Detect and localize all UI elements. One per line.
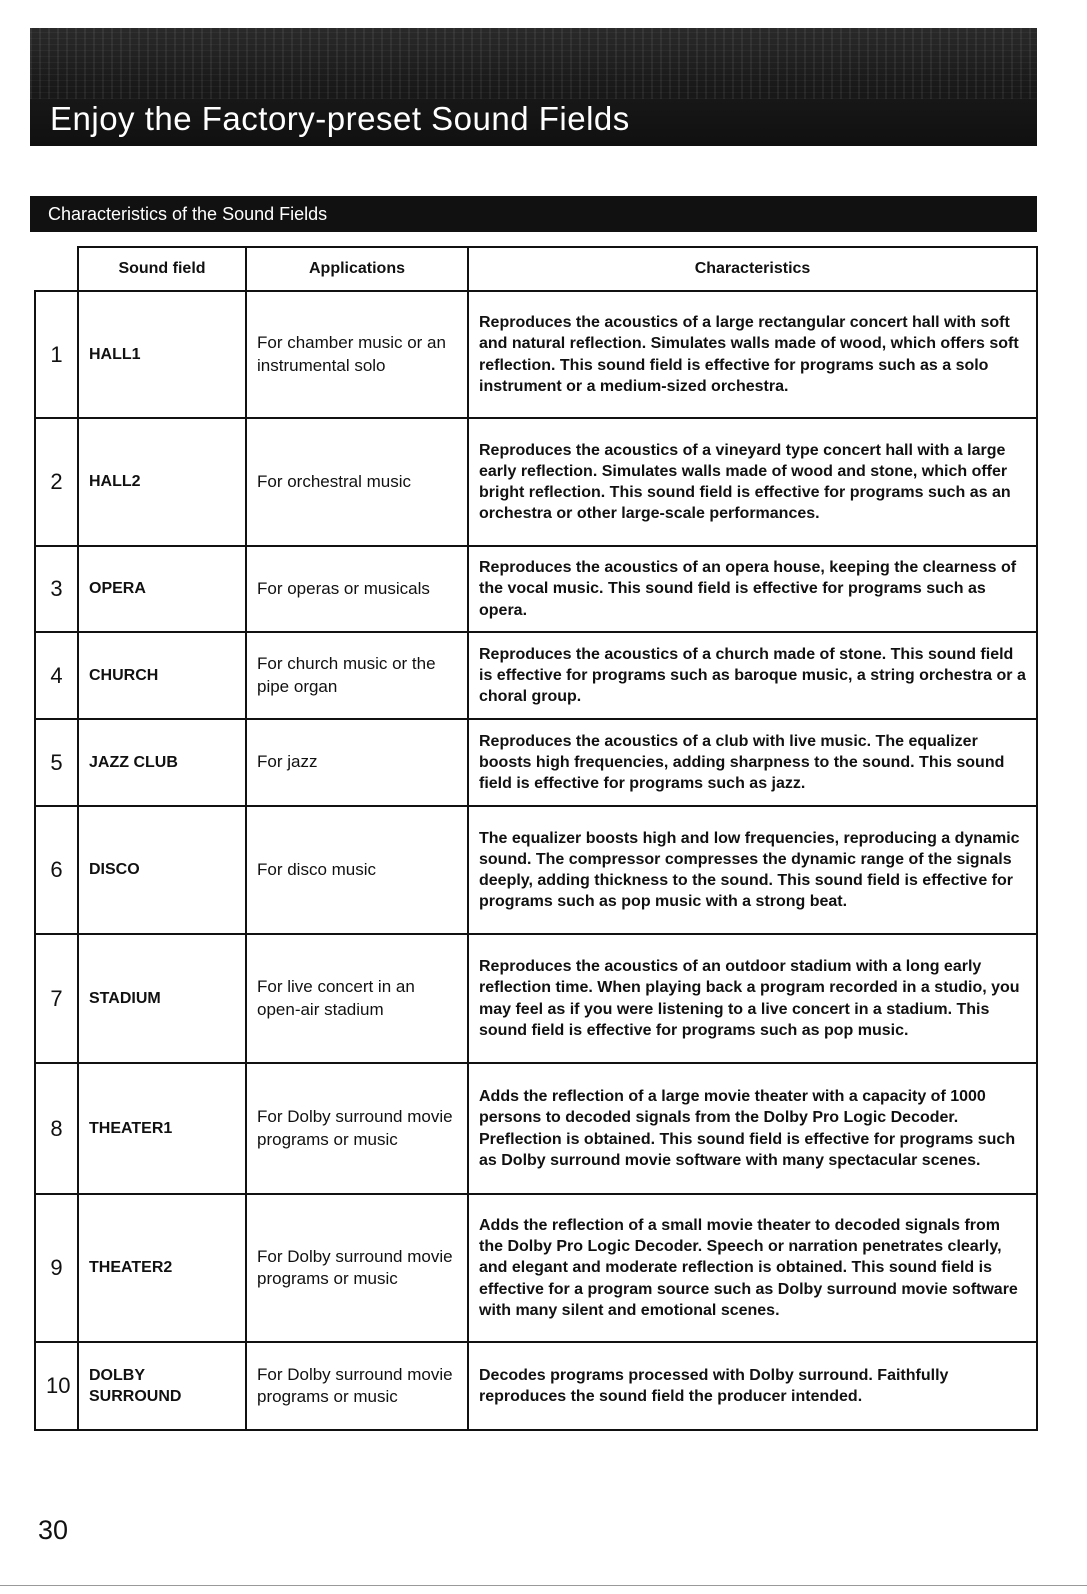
table-row bbox=[35, 546, 1037, 632]
page-title: Enjoy the Factory-preset Sound Fields bbox=[50, 100, 630, 137]
row-number: 7 bbox=[35, 934, 78, 1063]
application-cell: For Dolby surround movie programs or music bbox=[246, 1194, 468, 1342]
row-number: 2 bbox=[35, 418, 78, 546]
sound-field-name: HALL1 bbox=[78, 291, 246, 418]
application-cell: For Dolby surround movie programs or music bbox=[246, 1342, 468, 1430]
application-cell: For operas or musicals bbox=[246, 546, 468, 632]
sound-field-name: DISCO bbox=[78, 806, 246, 934]
bottom-rule bbox=[0, 1585, 1087, 1586]
sound-field-name: THEATER2 bbox=[78, 1194, 246, 1342]
page-number: 30 bbox=[38, 1515, 69, 1545]
sound-fields-table bbox=[34, 246, 1038, 1431]
characteristics-cell: Reproduces the acoustics of a large rectangular concert hall with soft and natural reflection. Simulates walls made of wood, which offers soft reflection. This sound field is effective for programs such as a solo instrument or a medium-sized orchestra. bbox=[468, 291, 1037, 418]
row-number: 5 bbox=[35, 719, 78, 806]
table-row bbox=[35, 719, 1037, 806]
table-row bbox=[35, 1063, 1037, 1194]
section-header bbox=[30, 196, 1037, 232]
characteristics-cell: Reproduces the acoustics of an opera house, keeping the clearness of the vocal music. This sound field is effective for programs such as opera. bbox=[468, 546, 1037, 632]
row-number: 9 bbox=[35, 1194, 78, 1342]
characteristics-cell: Reproduces the acoustics of an outdoor stadium with a long early reflection time. When playing back a program recorded in a studio, you may feel as if you were listening to a live concert in a stadium. This sound field is effective for programs such as pop music. bbox=[468, 934, 1037, 1063]
application-cell: For chamber music or an instrumental solo bbox=[246, 291, 468, 418]
characteristics-cell: Decodes programs processed with Dolby surround. Faithfully reproduces the sound field the producer intended. bbox=[468, 1342, 1037, 1430]
sound-field-name: JAZZ CLUB bbox=[78, 719, 246, 806]
table-row bbox=[35, 934, 1037, 1063]
table-row bbox=[35, 291, 1037, 418]
sound-field-name: CHURCH bbox=[78, 632, 246, 719]
section-title: Characteristics of the Sound Fields bbox=[48, 204, 328, 224]
table-row bbox=[35, 632, 1037, 719]
table-row bbox=[35, 1194, 1037, 1342]
header-applications: Applications bbox=[246, 247, 468, 291]
application-cell: For orchestral music bbox=[246, 418, 468, 546]
characteristics-cell: Reproduces the acoustics of a club with live music. The equalizer boosts high frequencies, adding sharpness to the sound. This sound field is effective for programs such as jazz. bbox=[468, 719, 1037, 806]
header-sound-field: Sound field bbox=[78, 247, 246, 291]
row-number: 4 bbox=[35, 632, 78, 719]
characteristics-cell: Reproduces the acoustics of a vineyard type concert hall with a large early reflection. Simulates walls made of wood and stone, which offer bright reflection. This sound field is effective for programs such as an orchestra or other large-scale performances. bbox=[468, 418, 1037, 546]
application-cell: For church music or the pipe organ bbox=[246, 632, 468, 719]
row-number: 3 bbox=[35, 546, 78, 632]
sound-field-name: STADIUM bbox=[78, 934, 246, 1063]
row-number: 8 bbox=[35, 1063, 78, 1194]
row-number: 6 bbox=[35, 806, 78, 934]
characteristics-cell: The equalizer boosts high and low frequencies, reproducing a dynamic sound. The compressor compresses the dynamic range of the signals deeply, adding thickness to the sound. This sound field is effective for programs such as pop music with a strong beat. bbox=[468, 806, 1037, 934]
sound-field-name: DOLBY SURROUND bbox=[78, 1342, 246, 1430]
table-row bbox=[35, 418, 1037, 546]
characteristics-cell: Adds the reflection of a large movie theater with a capacity of 1000 persons to decoded signals from the Dolby Pro Logic Decoder. Preflection is obtained. This sound field is effective for programs such as Dolby surround movie software with many spectacular scenes. bbox=[468, 1063, 1037, 1194]
table-header-row bbox=[35, 247, 1037, 291]
characteristics-cell: Reproduces the acoustics of a church made of stone. This sound field is effective for programs such as baroque music, a string orchestra or a choral group. bbox=[468, 632, 1037, 719]
table-row bbox=[35, 1342, 1037, 1430]
application-cell: For live concert in an open-air stadium bbox=[246, 934, 468, 1063]
sound-field-name: THEATER1 bbox=[78, 1063, 246, 1194]
application-cell: For disco music bbox=[246, 806, 468, 934]
row-number: 10 bbox=[35, 1342, 78, 1430]
table-row bbox=[35, 806, 1037, 934]
sound-field-name: HALL2 bbox=[78, 418, 246, 546]
header-blank bbox=[35, 247, 78, 291]
title-banner bbox=[30, 28, 1037, 146]
banner-texture bbox=[30, 28, 1037, 99]
row-number: 1 bbox=[35, 291, 78, 418]
application-cell: For Dolby surround movie programs or music bbox=[246, 1063, 468, 1194]
header-characteristics: Characteristics bbox=[468, 247, 1037, 291]
application-cell: For jazz bbox=[246, 719, 468, 806]
characteristics-cell: Adds the reflection of a small movie theater to decoded signals from the Dolby Pro Logic Decoder. Speech or narration penetrates clearly, and elegant and moderate reflection is obtained. This sound field is effective for a program source such as Dolby surround movie software with many silent and emotional scenes. bbox=[468, 1194, 1037, 1342]
sound-field-name: OPERA bbox=[78, 546, 246, 632]
